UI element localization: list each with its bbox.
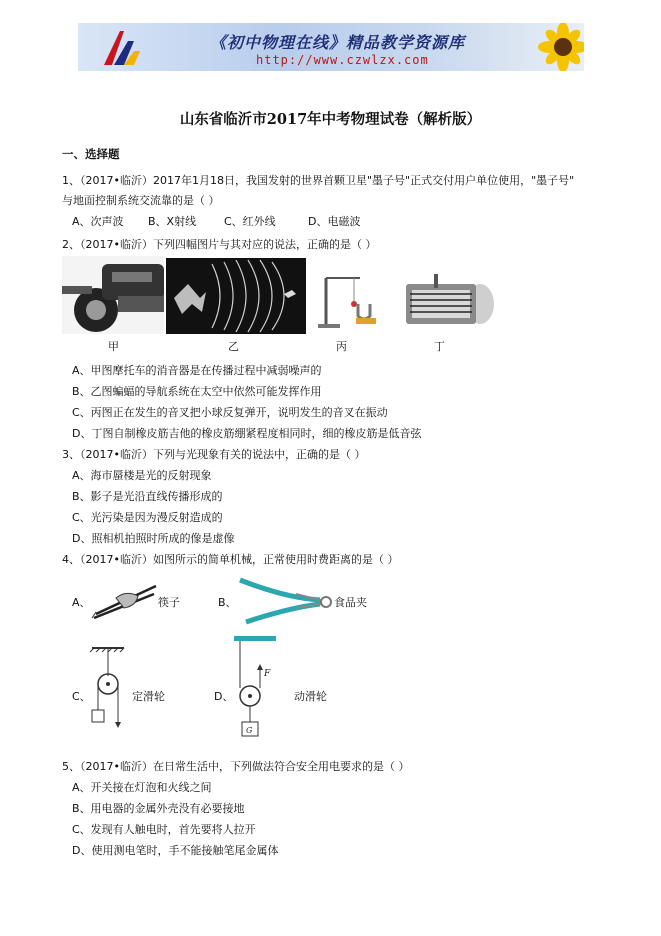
chopsticks-picture xyxy=(90,580,160,620)
question-2-line-1: 2、（2017•临沂）下列四幅图片与其对应的说法，正确的是（ ） xyxy=(62,238,377,251)
banner-title: 《初中物理在线》精品教学资源库 xyxy=(210,33,466,52)
label-fixed-pulley: 定滑轮 xyxy=(132,690,165,703)
label-chopsticks: 筷子 xyxy=(158,596,180,609)
caption-ding: 丁 xyxy=(434,340,445,353)
movable-pulley-picture xyxy=(232,636,278,740)
food-tongs-picture xyxy=(236,574,334,626)
weight-label: G xyxy=(246,726,253,735)
question-1-line-2: 与地面控制系统交流靠的是（ ） xyxy=(62,194,220,207)
option-a: A、甲图摩托车的消音器是在传播过程中减弱噪声的 xyxy=(72,364,322,377)
force-label: F xyxy=(264,669,271,679)
tuning-fork-picture xyxy=(312,268,384,330)
option-b: B、乙图蝙蝠的导航系统在太空中依然可能发挥作用 xyxy=(72,385,322,398)
question-1-line-1: 1、（2017•临沂）2017年1月18日，我国发射的世界首颗卫星"墨子号"正式交付用户单位使用，"墨子号" xyxy=(62,174,575,187)
option-c: C、光污染是因为漫反射造成的 xyxy=(72,511,223,524)
option-b: B、X射线 xyxy=(148,215,197,228)
question-4-line-1: 4、（2017•临沂）如图所示的简单机械，正常使用时费距离的是（ ） xyxy=(62,553,399,566)
caption-jia: 甲 xyxy=(108,340,119,353)
option-c: C、发现有人触电时，首先要将人拉开 xyxy=(72,823,256,836)
option-a: A、次声波 xyxy=(72,215,124,228)
option-a: A、 xyxy=(72,596,91,609)
option-a: A、海市蜃楼是光的反射现象 xyxy=(72,469,212,482)
option-b: B、影子是光沿直线传播形成的 xyxy=(72,490,223,503)
option-a: A、开关接在灯泡和火线之间 xyxy=(72,781,212,794)
option-c: C、丙图正在发生的音叉把小球反复弹开，说明发生的音叉在振动 xyxy=(72,406,388,419)
question-3-line-1: 3、（2017•临沂）下列与光现象有关的说法中，正确的是（ ） xyxy=(62,448,366,461)
header-banner xyxy=(78,23,584,71)
option-d: D、使用测电笔时，手不能接触笔尾金属体 xyxy=(72,844,279,857)
label-food-tongs: 食品夹 xyxy=(334,596,367,609)
label-movable-pulley: 动滑轮 xyxy=(294,690,327,703)
option-d: D、 xyxy=(214,690,234,703)
question-5-line-1: 5、（2017•临沂）在日常生活中，下列做法符合安全用电要求的是（ ） xyxy=(62,760,410,773)
option-d: D、照相机拍照时所成的像是虚像 xyxy=(72,532,235,545)
sunflower-icon xyxy=(533,23,584,71)
document-title: 山东省临沂市2017年中考物理试卷（解析版） xyxy=(179,111,482,128)
banner-url: http://www.czwlzx.com xyxy=(256,53,429,67)
rubber-band-guitar-picture xyxy=(400,270,496,332)
option-c: C、 xyxy=(72,690,91,703)
motorcycle-picture xyxy=(62,256,164,334)
bat-picture xyxy=(166,258,306,334)
option-b: B、用电器的金属外壳没有必要接地 xyxy=(72,802,245,815)
option-d: D、丁图自制橡皮筋吉他的橡皮筋绷紧程度相同时，细的橡皮筋是低音弦 xyxy=(72,427,422,440)
option-c: C、红外线 xyxy=(224,215,276,228)
section-heading: 一、选择题 xyxy=(62,147,120,161)
caption-bing: 丙 xyxy=(336,340,347,353)
option-d: D、电磁波 xyxy=(308,215,361,228)
caption-yi: 乙 xyxy=(228,340,239,353)
site-logo-icon xyxy=(98,27,142,67)
option-b: B、 xyxy=(218,596,237,609)
fixed-pulley-picture xyxy=(88,646,128,730)
